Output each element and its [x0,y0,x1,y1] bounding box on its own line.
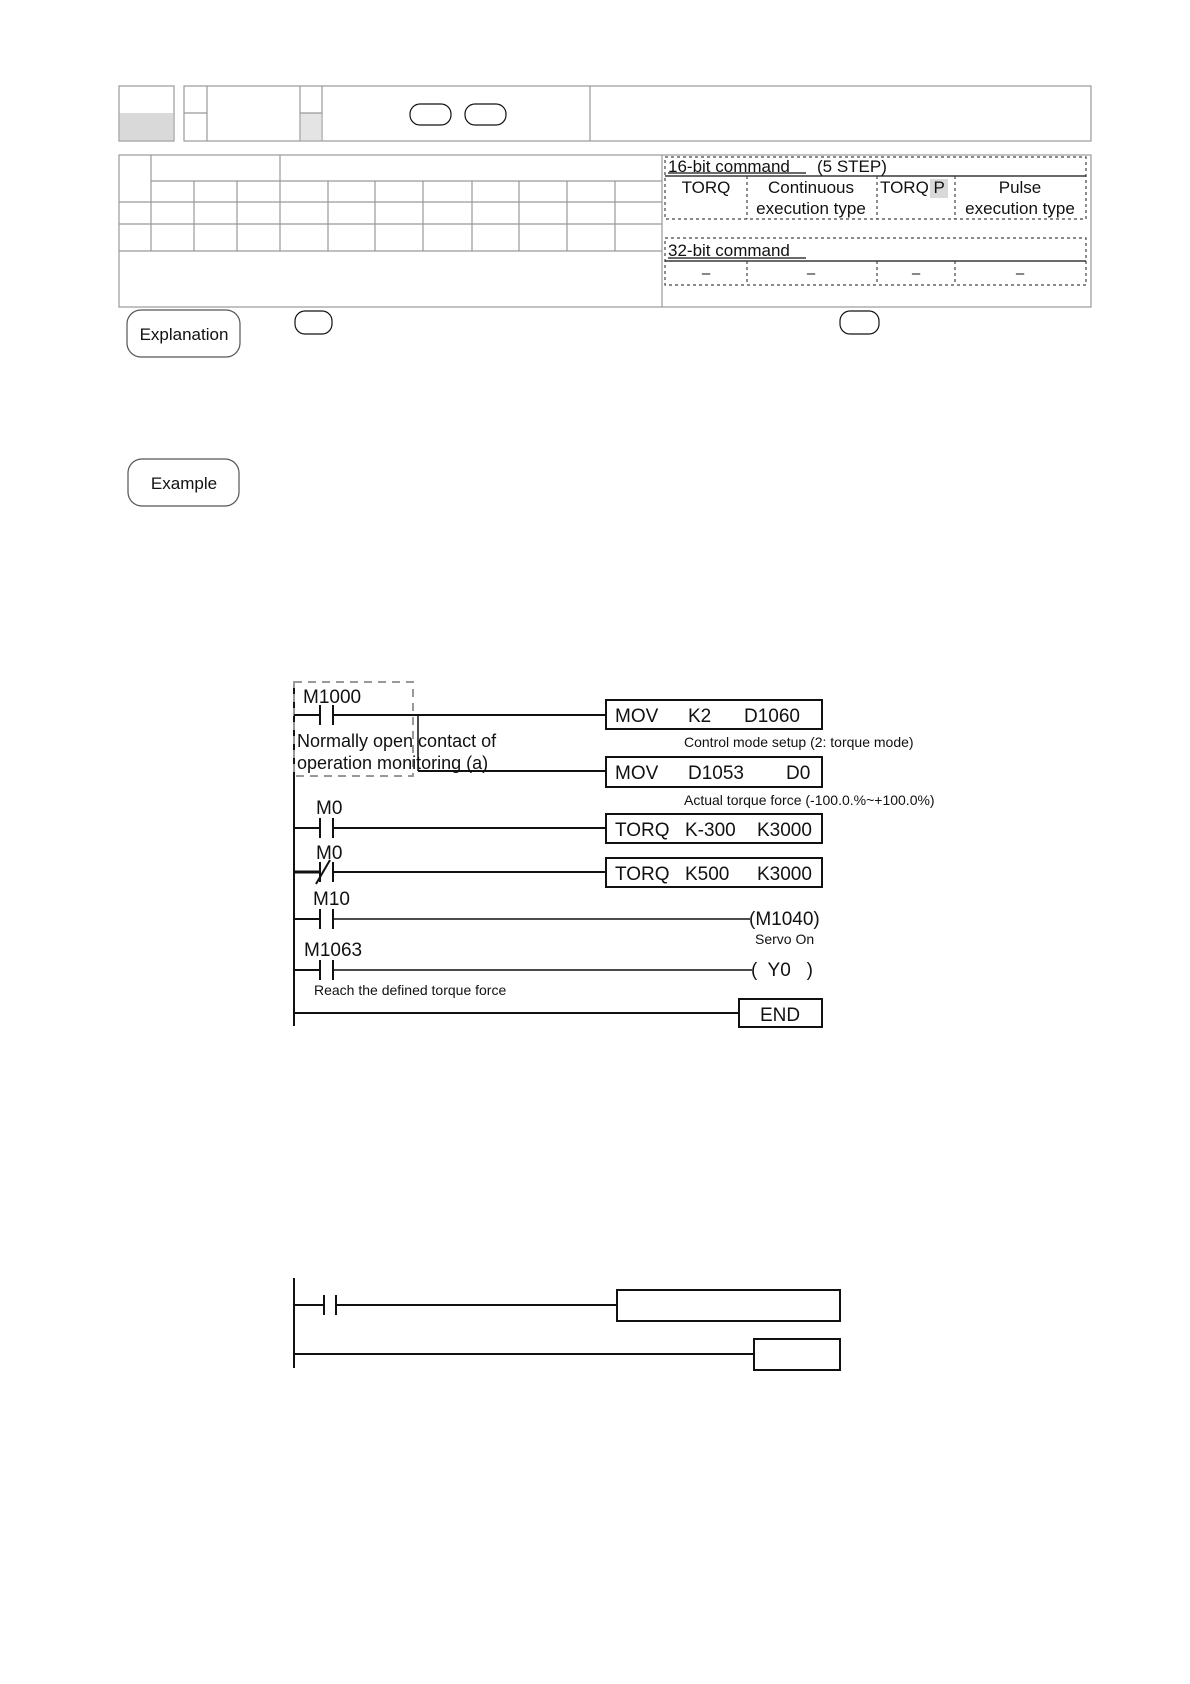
end-box [754,1339,840,1370]
svg-text:D1060: D1060 [744,706,800,727]
annotation: Normally open contact of [297,731,497,751]
end-box [739,999,822,1027]
annotation: operation monitoring (a) [297,753,489,773]
svg-text:D0: D0 [786,763,811,784]
coil: ( Y0 ) [751,960,813,981]
contact-label: M1063 [304,940,363,961]
operand-table [119,155,1091,307]
bit16-title: 16-bit command [668,157,790,176]
instruction-box [606,814,822,843]
example-button[interactable] [128,459,239,506]
svg-text:K-300: K-300 [685,820,736,841]
instruction-box [606,700,822,729]
annotation: Control mode setup (2: torque mode) [684,734,914,750]
contact-label: M10 [313,889,350,910]
pulse-label-2: execution type [965,199,1075,218]
instruction-box [617,1290,840,1321]
svg-text:END: END [759,1005,801,1026]
svg-text:TORQ: TORQ [615,864,670,885]
continuous-label: Continuous [767,178,855,197]
dash: – [1015,265,1025,282]
no-contact-icon [294,960,752,980]
bit16-steps: (5 STEP) [817,157,887,176]
explanation-button[interactable] [127,310,240,357]
svg-text:MOV: MOV [615,706,659,727]
svg-text:K3000: K3000 [757,820,812,841]
operand-pill [465,104,506,125]
header-info-box [184,86,1091,141]
command-info [665,157,1086,285]
contact-label: M1000 [303,687,362,708]
ladder-diagram-1 [294,682,935,1027]
bit32-title: 32-bit command [668,241,790,260]
torqp-label: TORQ P [880,178,945,197]
header-label-box [119,86,174,141]
dash: – [701,265,711,282]
torq-label: TORQ [681,178,731,197]
example-label: Example [150,474,218,493]
operand-pill [410,104,451,125]
svg-text:K2: K2 [688,706,712,727]
instruction-box [606,757,822,787]
dash: – [911,265,921,282]
annotation: Servo On [755,931,815,947]
dash: – [806,265,816,282]
continuous-label-2: execution type [756,199,866,218]
no-contact-icon [294,705,606,725]
coil: (M1040) [749,909,820,930]
contact-label: M0 [316,798,343,819]
annotation: Reach the defined torque force [314,982,507,998]
no-contact-icon [294,818,606,838]
contact-label: M0 [316,843,343,864]
svg-text:TORQ: TORQ [615,820,670,841]
operand-pill [840,311,879,334]
no-contact-icon [294,1295,617,1315]
instruction-box [606,858,822,887]
no-contact-icon [294,909,750,929]
ladder-diagram-2 [294,1278,840,1370]
operand-pill [295,311,332,334]
svg-text:K3000: K3000 [757,864,812,885]
explanation-label: Explanation [139,325,229,344]
svg-text:D1053: D1053 [688,763,744,784]
svg-text:K500: K500 [685,864,730,885]
pulse-label: Pulse [998,178,1042,197]
annotation: Actual torque force (-100.0.%~+100.0%) [684,792,935,808]
svg-text:MOV: MOV [615,763,659,784]
